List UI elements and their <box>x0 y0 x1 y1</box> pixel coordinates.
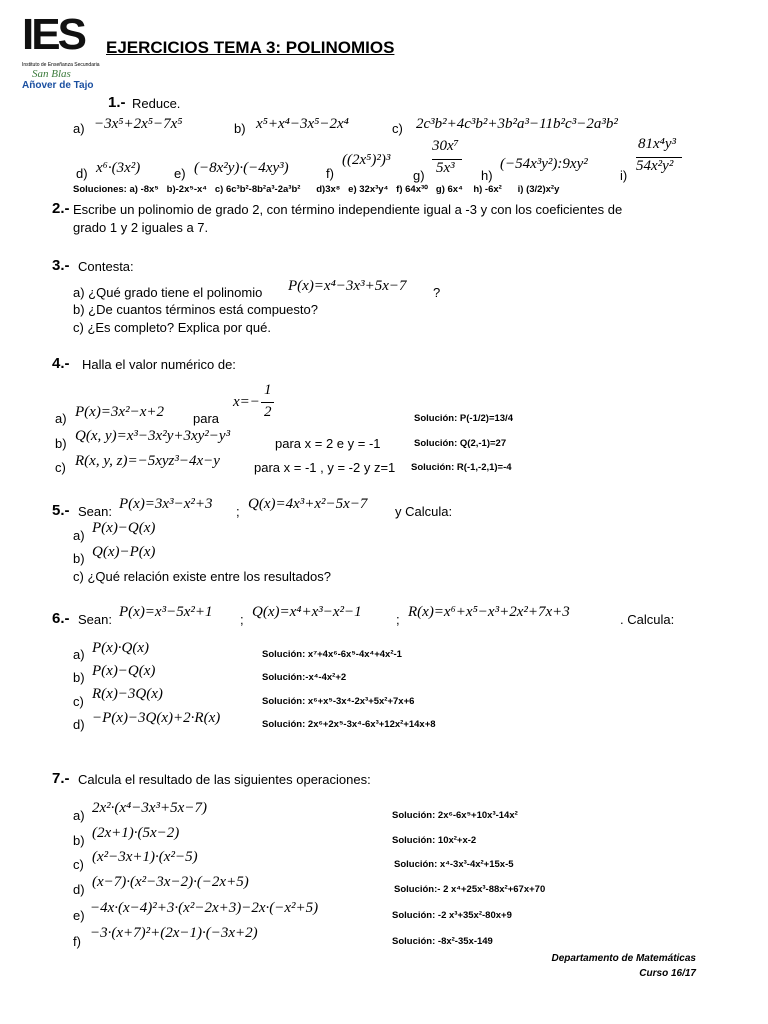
ex4-b-condition: para x = 2 e y = -1 <box>275 436 381 451</box>
ex6-separator-1: ; <box>240 612 244 627</box>
ex4-a-expr: P(x)=3x²−x+2 <box>75 404 164 420</box>
ex3-b-text: b) ¿De cuantos términos está compuesto? <box>73 302 318 317</box>
ex5-p-def: P(x)=3x³−x²+3 <box>119 496 213 512</box>
ex4-b-solution: Solución: Q(2,-1)=27 <box>414 438 507 449</box>
ex7-e-solution: Solución: -2 x³+35x²-80x+9 <box>392 910 512 921</box>
ex6-c-solution: Solución: x⁶+x⁵-3x⁴-2x³+5x²+7x+6 <box>262 696 415 707</box>
ex6-a-label: a) <box>73 647 85 662</box>
ex6-b-expr: P(x)−Q(x) <box>92 663 156 679</box>
ex4-c-label: c) <box>55 460 66 475</box>
ex1-e-expr: (−8x²y)·(−4xy³) <box>194 160 289 176</box>
ex3-a-text: a) ¿Qué grado tiene el polinomio <box>73 285 263 300</box>
ex4-a-frac-num: 1 <box>264 382 272 398</box>
ex1-d-expr: x⁶·(3x²) <box>96 160 141 176</box>
ex1-g-denominator: 5x³ <box>436 160 455 176</box>
ex6-c-expr: R(x)−3Q(x) <box>92 686 163 702</box>
ex4-a-label: a) <box>55 411 67 426</box>
ex7-e-expr: −4x·(x−4)²+3·(x²−2x+3)−2x·(−x²+5) <box>90 900 319 916</box>
ex1-g-numerator: 30x⁷ <box>432 138 459 154</box>
ex6-p-def: P(x)=x³−5x²+1 <box>119 604 213 620</box>
ex5-q-def: Q(x)=4x³+x²−5x−7 <box>248 496 368 512</box>
ex6-number: 6.- <box>52 610 70 627</box>
ex4-a-x: x=− <box>233 394 260 410</box>
ex1-b-label: b) <box>234 121 246 136</box>
ex1-solutions: Soluciones: a) -8x⁵ b)-2x⁵-x⁴ c) 6c³b²-8b²a³-2a³b² d)3x⁸ e) 32x³y⁴ f) 64x³⁰ g) 6x⁴ h) -6x² i) (3/2)x²y <box>73 184 560 195</box>
school-logo <box>20 10 100 92</box>
ex1-a-label: a) <box>73 121 85 136</box>
footer-department: Departamento de Matemáticas <box>551 953 696 964</box>
ex6-d-label: d) <box>73 717 85 732</box>
ex7-c-solution: Solución: x⁴-3x³-4x²+15x-5 <box>394 859 514 870</box>
ex4-c-solution: Solución: R(-1,-2,1)=-4 <box>411 462 512 473</box>
ex1-instruction: Reduce. <box>132 96 181 111</box>
ex7-instruction: Calcula el resultado de las siguientes operaciones: <box>78 772 371 787</box>
ex7-f-expr: −3·(x+7)²+(2x−1)·(−3x+2) <box>90 925 258 941</box>
ex4-c-condition: para x = -1 , y = -2 y z=1 <box>254 460 396 475</box>
ex1-f-expr: ((2x⁵)²)³ <box>342 152 391 168</box>
ex7-f-solution: Solución: -8x²-35x-149 <box>392 936 493 947</box>
ex1-i-label: i) <box>620 168 628 183</box>
ex7-f-label: f) <box>73 934 81 949</box>
ex1-f-label: f) <box>326 166 334 181</box>
ex7-e-label: e) <box>73 908 85 923</box>
ex1-g-label: g) <box>413 168 425 183</box>
ex3-a-expr: P(x)=x⁴−3x³+5x−7 <box>288 278 407 294</box>
ex1-a-expr: −3x⁵+2x⁵−7x⁵ <box>94 116 183 132</box>
ex7-d-label: d) <box>73 882 85 897</box>
ex6-separator-2: ; <box>396 612 400 627</box>
ex6-q-def: Q(x)=x⁴+x³−x²−1 <box>252 604 362 620</box>
logo-place: Añover de Tajo <box>22 80 94 91</box>
logo-caption: Instituto de Enseñanza Secundaria <box>22 62 100 68</box>
ex7-c-expr: (x²−3x+1)·(x²−5) <box>92 849 198 865</box>
ex7-a-label: a) <box>73 808 85 823</box>
ex5-c-text: c) ¿Qué relación existe entre los resultados? <box>73 569 331 584</box>
ex7-a-expr: 2x²·(x⁴−3x³+5x−7) <box>92 800 207 816</box>
ex7-b-solution: Solución: 10x²+x-2 <box>392 835 477 846</box>
ex2-number: 2.- <box>52 200 70 217</box>
ex4-number: 4.- <box>52 355 70 372</box>
ex7-d-solution: Solución:- 2 x⁴+25x³-88x²+67x+70 <box>394 884 546 895</box>
ex7-b-expr: (2x+1)·(5x−2) <box>92 825 180 841</box>
ex1-i-denominator: 54x²y² <box>636 158 674 174</box>
ex6-a-expr: P(x)·Q(x) <box>92 640 150 656</box>
ex5-b-expr: Q(x)−P(x) <box>92 544 156 560</box>
ex1-d-label: d) <box>76 166 88 181</box>
ex4-a-para: para <box>193 411 220 426</box>
ex5-calcula: y Calcula: <box>395 504 453 519</box>
ex6-r-def: R(x)=x⁶+x⁵−x³+2x²+7x+3 <box>408 604 570 620</box>
ex6-b-label: b) <box>73 670 85 685</box>
ex6-d-expr: −P(x)−3Q(x)+2·R(x) <box>92 710 221 726</box>
logo-place-script: San Blas <box>32 68 71 80</box>
ex3-instruction: Contesta: <box>78 259 134 274</box>
logo-mark: IES <box>22 10 84 59</box>
ex6-c-label: c) <box>73 694 84 709</box>
ex1-h-label: h) <box>481 168 493 183</box>
ex5-separator: ; <box>236 504 240 519</box>
ex5-a-expr: P(x)−Q(x) <box>92 520 156 536</box>
ex6-b-solution: Solución:-x⁴-4x²+2 <box>262 672 347 683</box>
footer-course: Curso 16/17 <box>639 968 696 979</box>
ex4-instruction: Halla el valor numérico de: <box>82 357 236 372</box>
ex6-a-solution: Solución: x⁷+4x⁶-6x⁵-4x⁴+4x²-1 <box>262 649 402 660</box>
ex5-a-label: a) <box>73 528 85 543</box>
ex1-number: 1.- <box>108 94 126 111</box>
ex5-number: 5.- <box>52 502 70 519</box>
ex4-a-solution: Solución: P(-1/2)=13/4 <box>414 413 513 424</box>
ex4-a-fraction-bar <box>261 402 274 403</box>
ex1-b-expr: x⁵+x⁴−3x⁵−2x⁴ <box>256 116 349 132</box>
ex7-d-expr: (x−7)·(x²−3x−2)·(−2x+5) <box>92 874 249 890</box>
ex7-b-label: b) <box>73 833 85 848</box>
ex4-a-frac-den: 2 <box>264 404 272 420</box>
ex1-c-label: c) <box>392 121 403 136</box>
page-title: EJERCICIOS TEMA 3: POLINOMIOS <box>106 38 395 57</box>
ex1-c-expr: 2c³b²+4c³b²+3b²a³−11b²c³−2a³b² <box>416 116 618 132</box>
ex1-i-numerator: 81x⁴y³ <box>638 136 677 152</box>
ex4-b-label: b) <box>55 436 67 451</box>
ex3-number: 3.- <box>52 257 70 274</box>
ex7-a-solution: Solución: 2x⁶-6x⁵+10x³-14x² <box>392 810 518 821</box>
ex6-calcula: . Calcula: <box>620 612 675 627</box>
ex2-line2: grado 1 y 2 iguales a 7. <box>73 220 209 235</box>
ex7-number: 7.- <box>52 770 70 787</box>
ex7-c-label: c) <box>73 857 84 872</box>
ex1-h-expr: (−54x³y²):9xy² <box>500 156 588 172</box>
ex1-e-label: e) <box>174 166 186 181</box>
ex2-line1: Escribe un polinomio de grado 2, con término independiente igual a -3 y con los coeficientes de <box>73 202 623 217</box>
ex5-b-label: b) <box>73 551 85 566</box>
ex3-a-end: ? <box>433 285 441 300</box>
ex4-b-expr: Q(x, y)=x³−3x²y+3xy²−y³ <box>75 428 231 444</box>
ex6-sean: Sean: <box>78 612 112 627</box>
ex6-d-solution: Solución: 2x⁶+2x⁵-3x⁴-6x³+12x²+14x+8 <box>262 719 436 730</box>
ex3-c-text: c) ¿Es completo? Explica por qué. <box>73 320 271 335</box>
ex5-sean: Sean: <box>78 504 112 519</box>
ex4-c-expr: R(x, y, z)=−5xyz³−4x−y <box>75 453 220 469</box>
